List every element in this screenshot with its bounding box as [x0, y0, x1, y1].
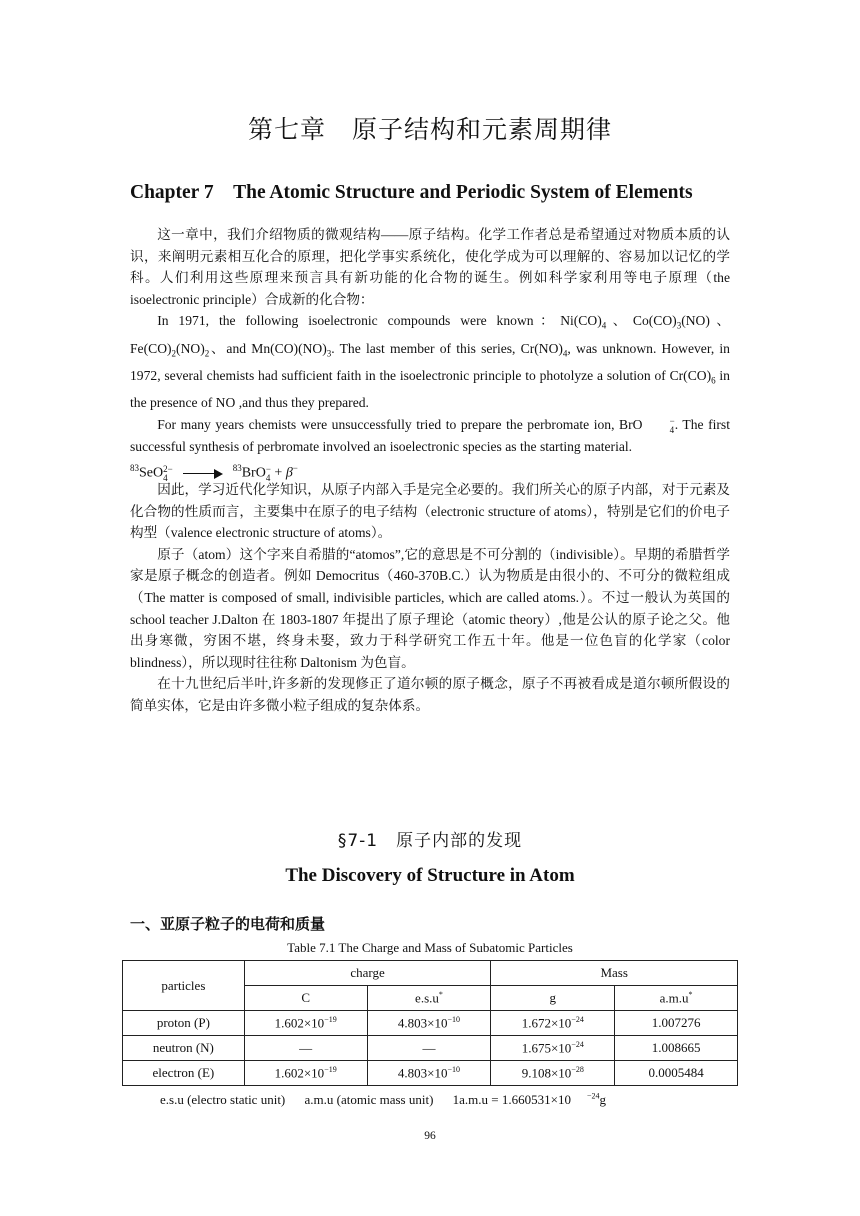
section-title-english: The Discovery of Structure in Atom: [285, 865, 575, 886]
paragraph-electronic-structure: 因此，学习近代化学知识，从原子内部入手是完全必要的。我们所关心的原子内部，对于元素及化合物的性质而言，主要集中在原子的电子结构（electronic structure of atoms），特别是它们的价电子构型（valence electronic structure of atoms）。: [130, 482, 730, 541]
sub-heading: 一、亚原子粒子的电荷和质量: [130, 915, 326, 933]
table-row: electron (E) $1.602\times 10^{-19}$ $4.803\times 10^{-10}$ $9.108\times 10^{-28}$ 0.0005484: [123, 1061, 738, 1086]
header-mass: Mass: [491, 961, 738, 986]
page-number: 96: [424, 1130, 436, 1142]
table-footnote: e.s.u (electro static unit) a.m.u (atomic mass unit) 1a.m.u = 1.660531×10 $^{-24}$g: [160, 1092, 606, 1108]
paragraph-dalton-revision: 在十九世纪后半叶,许多新的发现修正了道尔顿的原子概念，原子不再被看成是道尔顿所假设的简单实体，它是由许多微小粒子组成的复杂体系。: [130, 676, 730, 714]
header-esu: e.s.u*: [367, 986, 491, 1011]
header-g: g: [491, 986, 615, 1011]
particle-table: [122, 960, 738, 1086]
chapter-title-english: Chapter 7 The Atomic Structure and Periodic System of Elements: [130, 182, 693, 203]
table-row: proton (P) $1.602\times 10^{-19}$ $4.803\times 10^{-10}$ $1.672\times 10^{-24}$ 1.007276: [123, 1011, 738, 1036]
paragraph-atom-history: 原子（atom）这个字来自希腊的“atomos”,它的意思是不可分割的（indivisible）。早期的希腊哲学家是原子概念的创造者。例如 Democritus（460-370B.C.）认为物质是由很小的、不可分的微粒组成（The matter is composed of small, indivisible particles, which are called atoms.）。不过一般认为英国的 school teacher J.Dalton 在 1803-1807 年提出了原子理论（atomic theory）,他是公认的原子论之父。他出身寒微，穷困不堪，终身未娶，致力于科学研究工作五十年。他是一位色盲的化学家（color blindness），所以现时往往称 Daltonism 为色盲。: [130, 546, 730, 670]
section-title: §7-1 原子内部的发现: [337, 831, 523, 851]
header-amu: a.m.u*: [615, 986, 738, 1011]
header-c: C: [244, 986, 367, 1011]
paragraph-perbromate: For many years chemists were unsuccessfully tried to prepare the perbromate ion, BrO − 4 . The first successful synthesis of perbromate involved an isoelectronic species as the starting material.: [130, 415, 730, 454]
paragraph-intro: 这一章中，我们介绍物质的微观结构——原子结构。化学工作者总是希望通过对物质本质的认识，来阐明元素相互化合的原理，把化学事实系统化，使化学成为可以理解的、容易加以记忆的学科。人们利用这些原理来预言具有新功能的化合物的诞生。例如科学家利用等电子原理（the isoelectronic principle）合成新的化合物：: [130, 227, 730, 307]
body-text: [130, 224, 730, 717]
paragraph-isoelectronic: In 1971, the following isoelectronic compounds were known：$Ni(CO)_4$、$Co(CO)_3(NO)$、$Fe(CO)_2(NO)_2$、and $Mn(CO)(NO)_3$. The last member of this series, $Cr(NO)_4$, was unknown. However, in 1972, several chemists had sufficient faith in the isoelectronic principle to photolyze a solution of $Cr(CO)_6$ in the presence of NO ,and thus they prepared.: [130, 313, 730, 411]
reaction-arrow-icon: [183, 469, 223, 479]
header-particles: particles: [123, 961, 245, 1011]
table-caption: Table 7.1 The Charge and Mass of Subatomic Particles: [287, 940, 573, 955]
header-charge: charge: [244, 961, 491, 986]
table-row: neutron (N) — — $1.675\times 10^{-24}$ 1.008665: [123, 1036, 738, 1061]
chapter-title: 第七章 原子结构和元素周期律: [247, 115, 612, 144]
nuclear-equation: $^{83}$SeO 2− 4 $^{83}$BrO − 4 + β−: [130, 463, 298, 483]
